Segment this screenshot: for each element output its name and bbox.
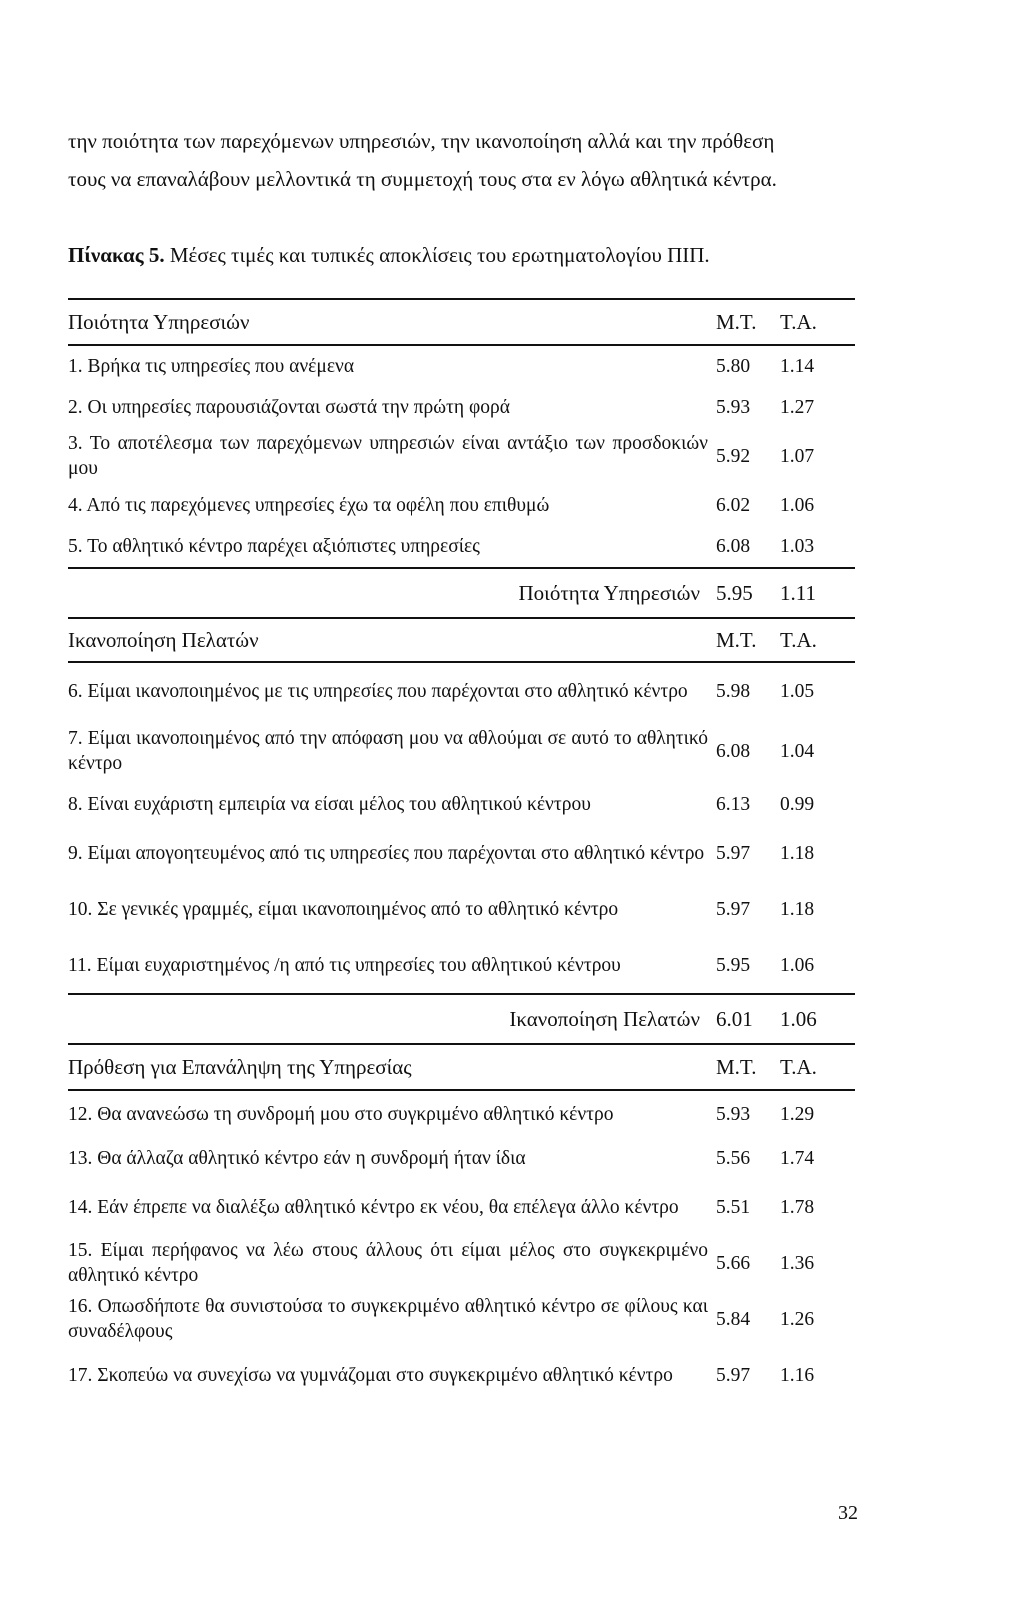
col-sd-header: Τ.Α. (780, 309, 817, 334)
summary-sd: 1.06 (780, 1006, 817, 1031)
item-sd: 1.16 (780, 1364, 815, 1386)
col-sd-header: Τ.Α. (780, 1054, 817, 1079)
section-title: Ικανοποίηση Πελατών (68, 627, 259, 652)
item-sd: 1.74 (780, 1147, 815, 1169)
item-sd: 1.18 (780, 842, 815, 864)
item-text: 5. Το αθλητικό κέντρο παρέχει αξιόπιστες υπηρεσίες (68, 535, 480, 557)
table-row (68, 1235, 855, 1291)
intro-line-1: την ποιότητα των παρεχόμενων υπηρεσιών, την ικανοποίηση αλλά και την πρόθεση (68, 129, 775, 153)
summary-row (68, 569, 855, 617)
item-sd: 1.04 (780, 740, 815, 762)
col-mean-header: Μ.Τ. (716, 627, 757, 652)
summary-row (68, 995, 855, 1043)
summary-mean: 5.95 (716, 580, 753, 605)
item-sd: 1.18 (780, 898, 815, 920)
table-row (68, 1137, 855, 1179)
table-row (68, 663, 855, 719)
item-mean: 5.97 (716, 842, 751, 864)
item-mean: 5.93 (716, 1103, 751, 1125)
page-number: 32 (838, 1502, 858, 1524)
item-text: 7. Είμαι ικανοποιημένος από την απόφαση μου να αθλούμαι σε αυτό το αθλητικό κέντρο (68, 728, 708, 774)
summary-label: Ικανοποίηση Πελατών (509, 1006, 700, 1031)
item-mean: 5.93 (716, 396, 751, 418)
section-header (68, 1045, 855, 1089)
table-row (68, 427, 855, 485)
item-text: 14. Εάν έπρεπε να διαλέξω αθλητικό κέντρο εκ νέου, θα επέλεγα άλλο κέντρο (68, 1196, 679, 1218)
item-sd: 1.14 (780, 356, 815, 377)
item-sd: 1.29 (780, 1103, 815, 1125)
item-sd: 1.07 (780, 445, 815, 467)
item-text: 2. Οι υπηρεσίες παρουσιάζονται σωστά την πρώτη φορά (68, 396, 510, 418)
summary-mean: 6.01 (716, 1006, 753, 1031)
item-mean: 5.56 (716, 1147, 751, 1169)
item-text: 11. Είμαι ευχαριστημένος /η από τις υπηρεσίες του αθλητικού κέντρου (68, 954, 621, 976)
item-sd: 1.03 (780, 535, 815, 557)
item-text: 10. Σε γενικές γραμμές, είμαι ικανοποιημένος από το αθλητικό κέντρο (68, 898, 619, 920)
table-row (68, 783, 855, 825)
table-row (68, 346, 855, 387)
col-mean-header: Μ.Τ. (716, 309, 757, 334)
item-sd: 0.99 (780, 793, 815, 815)
section-title: Ποιότητα Υπηρεσιών (68, 309, 250, 334)
item-mean: 5.98 (716, 680, 751, 702)
item-sd: 1.05 (780, 680, 815, 702)
table-row (68, 1347, 855, 1403)
item-text: 3. Το αποτέλεσμα των παρεχόμενων υπηρεσιών είναι αντάξιο των προσδοκιών μου (68, 433, 708, 479)
section-header (68, 619, 855, 661)
item-text: 4. Από τις παρεχόμενες υπηρεσίες έχω τα οφέλη που επιθυμώ (68, 494, 550, 516)
table-row (68, 719, 855, 783)
item-mean: 5.92 (716, 445, 751, 467)
item-text: 8. Είναι ευχάριστη εμπειρία να είσαι μέλος του αθλητικού κέντρου (68, 793, 591, 815)
item-sd: 1.06 (780, 494, 815, 516)
col-sd-header: Τ.Α. (780, 627, 817, 652)
section-header (68, 300, 855, 344)
item-mean: 6.08 (716, 740, 751, 762)
item-mean: 5.95 (716, 954, 751, 976)
item-text: 17. Σκοπεύω να συνεχίσω να γυμνάζομαι στο συγκεκριμένο αθλητικό κέντρο (68, 1364, 673, 1386)
item-mean: 5.51 (716, 1196, 751, 1218)
item-mean: 5.97 (716, 1364, 751, 1386)
section-title: Πρόθεση για Επανάληψη της Υπηρεσίας (68, 1054, 412, 1079)
table-row (68, 937, 855, 993)
summary-label: Ποιότητα Υπηρεσιών (518, 580, 700, 605)
table-row (68, 1291, 855, 1347)
table-caption (68, 242, 868, 268)
item-mean: 5.84 (716, 1308, 751, 1330)
col-mean-header: Μ.Τ. (716, 1054, 757, 1079)
item-sd: 1.78 (780, 1196, 815, 1218)
item-text: 16. Οπωσδήποτε θα συνιστούσα το συγκεκριμένο αθλητικό κέντρο σε φίλους και συναδέλφους (68, 1296, 708, 1342)
table-row (68, 825, 855, 881)
table-row (68, 387, 855, 427)
summary-sd: 1.11 (780, 580, 816, 605)
item-sd: 1.26 (780, 1308, 815, 1330)
item-mean: 5.80 (716, 356, 751, 377)
results-table (68, 298, 855, 1403)
table-caption-label: Πίνακας 5. (68, 243, 165, 267)
table-row (68, 1179, 855, 1235)
item-text: 13. Θα άλλαζα αθλητικό κέντρο εάν η συνδρομή ήταν ίδια (68, 1147, 526, 1169)
item-text: 12. Θα ανανεώσω τη συνδρομή μου στο συγκριμένο αθλητικό κέντρο (68, 1103, 614, 1125)
table-row (68, 485, 855, 525)
table-row (68, 1091, 855, 1137)
item-sd: 1.27 (780, 396, 815, 418)
item-mean: 5.97 (716, 898, 751, 920)
item-text: 15. Είμαι περήφανος να λέω στους άλλους ότι είμαι μέλος στο συγκεκριμένο αθλητικό κέντρο (68, 1240, 708, 1286)
item-mean: 6.02 (716, 494, 751, 516)
intro-line-2: τους να επαναλάβουν μελλοντικά τη συμμετοχή τους στα εν λόγω αθλητικά κέντρα. (68, 167, 777, 191)
item-mean: 6.08 (716, 535, 751, 557)
item-text: 6. Είμαι ικανοποιημένος με τις υπηρεσίες που παρέχονται στο αθλητικό κέντρο (68, 680, 688, 702)
item-text: 1. Βρήκα τις υπηρεσίες που ανέμενα (68, 356, 355, 377)
table-caption-text: Μέσες τιμές και τυπικές αποκλίσεις του ερωτηματολογίου ΠΙΠ. (164, 243, 710, 267)
intro-paragraph (68, 122, 868, 198)
table-row (68, 525, 855, 567)
table-row (68, 881, 855, 937)
item-sd: 1.06 (780, 954, 815, 976)
item-mean: 6.13 (716, 793, 751, 815)
item-mean: 5.66 (716, 1252, 751, 1274)
item-text: 9. Είμαι απογοητευμένος από τις υπηρεσίες που παρέχονται στο αθλητικό κέντρο (68, 842, 705, 864)
item-sd: 1.36 (780, 1252, 815, 1274)
